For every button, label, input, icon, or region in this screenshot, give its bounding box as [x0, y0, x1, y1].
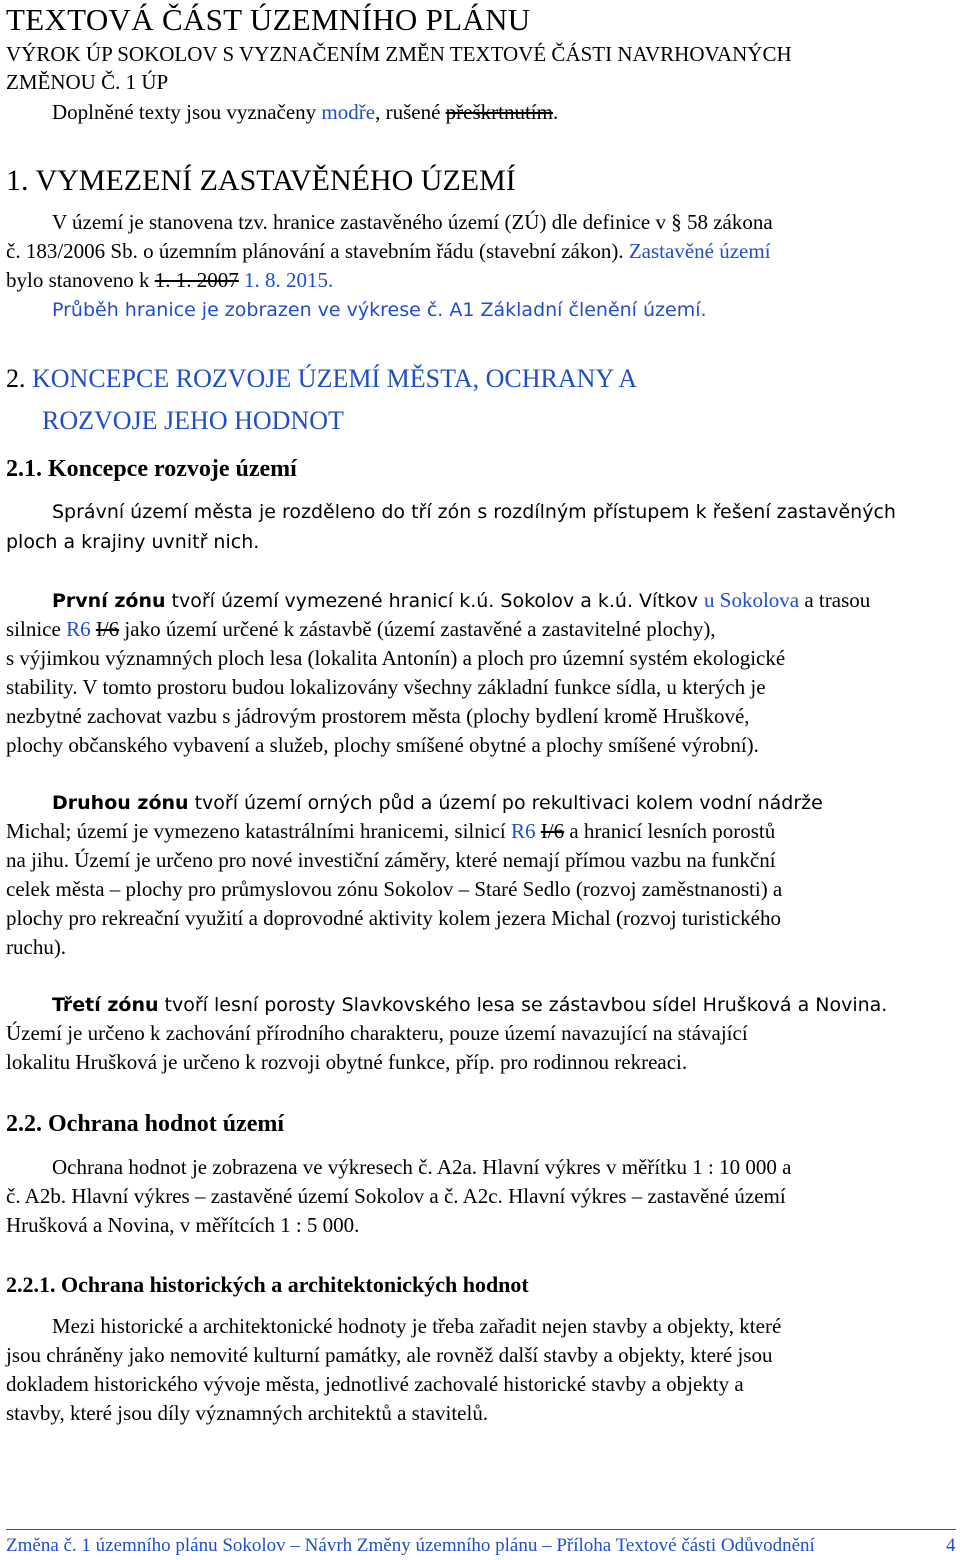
zone-1-line-3: s výjimkou významných ploch lesa (lokalita Antonín) a ploch pro územní systém ekologické — [6, 646, 786, 670]
section-2-2-1-line-4: stavby, které jsou díly významných architektů a stavitelů. — [6, 1401, 489, 1425]
page-number: 4 — [946, 1535, 956, 1556]
struck-text-sample: přeškrtnutím — [445, 100, 553, 124]
section-2-2-heading: 2.2. Ochrana hodnot území — [6, 1111, 285, 1137]
subtitle-line-2: ZMĚNOU Č. 1 ÚP — [6, 70, 169, 94]
zone-1-line-1: První zónu tvoří území vymezené hranicí k.ú. Sokolov a k.ú. Vítkov u Sokolova a trasou — [52, 588, 871, 612]
section-1-line-4: Průběh hranice je zobrazen ve výkrese č. A1 Základní členění území. — [52, 299, 707, 321]
page-footer — [6, 1535, 956, 1557]
section-2-2-line-3: Hrušková a Novina, v měřítcích 1 : 5 000. — [6, 1213, 360, 1237]
zone-3-line-1: Třetí zónu tvoří lesní porosty Slavkovského lesa se zástavbou sídel Hrušková a Novina. — [52, 994, 888, 1016]
section-2-1-heading: 2.1. Koncepce rozvoje území — [6, 456, 297, 482]
section-2-2-1-line-1: Mezi historické a architektonické hodnoty je třeba zařadit nejen stavby a objekty, které — [52, 1314, 782, 1338]
section-2-2-1-heading: 2.2.1. Ochrana historických a architektonických hodnot — [6, 1272, 529, 1297]
zone-2-line-3: na jihu. Území je určeno pro nové investiční záměry, které nemají přímou vazbu na funkční — [6, 848, 776, 872]
section-1-line-2: č. 183/2006 Sb. o územním plánování a stavebním řádu (stavební zákon). Zastavěné území — [6, 239, 771, 263]
zone-2-line-6: ruchu). — [6, 935, 67, 959]
zone-3-line-2: Území je určeno k zachování přírodního charakteru, pouze území navazující na stávající — [6, 1021, 748, 1045]
footer-rule — [6, 1529, 956, 1530]
section-2-heading: 2. KONCEPCE ROZVOJE ÚZEMÍ MĚSTA, OCHRANY A — [6, 364, 638, 393]
zone-1-line-4: stability. V tomto prostoru budou lokalizovány všechny základní funkce sídla, u kterých je — [6, 675, 766, 699]
section-1-heading: 1. VYMEZENÍ ZASTAVĚNÉHO ÚZEMÍ — [6, 164, 516, 197]
zone-1-line-5: nezbytné zachovat vazbu s jádrovým prostorem města (plochy bydlení kromě Hruškové, — [6, 704, 750, 728]
section-1-line-1: V území je stanovena tzv. hranice zastavěného území (ZÚ) dle definice v § 58 zákona — [52, 210, 773, 234]
section-2-2-line-2: č. A2b. Hlavní výkres – zastavěné území Sokolov a č. A2c. Hlavní výkres – zastavěné území — [6, 1184, 786, 1208]
zone-3-line-3: lokalitu Hrušková je určeno k rozvoji obytné funkce, příp. pro rodinnou rekreaci. — [6, 1050, 688, 1074]
section-2-2-1-line-2: jsou chráněny jako nemovité kulturní památky, ale rovněž další stavby a objekty, které jsou — [6, 1343, 773, 1367]
zone-2-line-1: Druhou zónu tvoří území orných půd a území po rekultivaci kolem vodní nádrže — [52, 792, 823, 814]
zone-2-line-2: Michal; území je vymezeno katastrálními hranicemi, silnicí R6 I/6 a hranicí lesních porostů — [6, 819, 776, 843]
subtitle-line-1: VÝROK ÚP SOKOLOV S VYZNAČENÍM ZMĚN TEXTOVÉ ČÁSTI NAVRHOVANÝCH — [6, 42, 792, 66]
section-2-1-intro-line-2: ploch a krajiny uvnitř nich. — [6, 531, 260, 553]
section-2-heading-line-2: ROZVOJE JEHO HODNOT — [42, 406, 344, 435]
section-2-1-intro-line-1: Správní území města je rozděleno do tří zón s rozdílným přístupem k řešení zastavěných — [52, 501, 896, 523]
section-2-2-1-line-3: dokladem historického vývoje města, jednotlivé zachovalé historické stavby a objekty a — [6, 1372, 744, 1396]
footer-text: Změna č. 1 územního plánu Sokolov – Návrh Změny územního plánu – Příloha Textové části Odůvodnění — [6, 1535, 815, 1556]
document-title: TEXTOVÁ ČÁST ÚZEMNÍHO PLÁNU — [6, 2, 531, 37]
zone-2-line-5: plochy pro rekreační využití a doprovodné aktivity kolem jezera Michal (rozvoj turistického — [6, 906, 781, 930]
zone-1-line-6: plochy občanského vybavení a služeb, plochy smíšené obytné a plochy smíšené výrobní). — [6, 733, 759, 757]
section-2-2-line-1: Ochrana hodnot je zobrazena ve výkresech č. A2a. Hlavní výkres v měřítku 1 : 10 000 a — [52, 1155, 792, 1179]
legend-note: Doplněné texty jsou vyznačeny modře, rušené přeškrtnutím. — [52, 100, 559, 124]
added-text-sample: modře — [321, 100, 376, 124]
section-1-line-3: bylo stanoveno k 1. 1. 2007 1. 8. 2015. — [6, 268, 334, 292]
zone-2-line-4: celek města – plochy pro průmyslovou zónu Sokolov – Staré Sedlo (rozvoj zaměstnanosti) a — [6, 877, 783, 901]
zone-1-line-2: silnice R6 I/6 jako území určené k zástavbě (území zastavěné a zastavitelné plochy), — [6, 617, 716, 641]
